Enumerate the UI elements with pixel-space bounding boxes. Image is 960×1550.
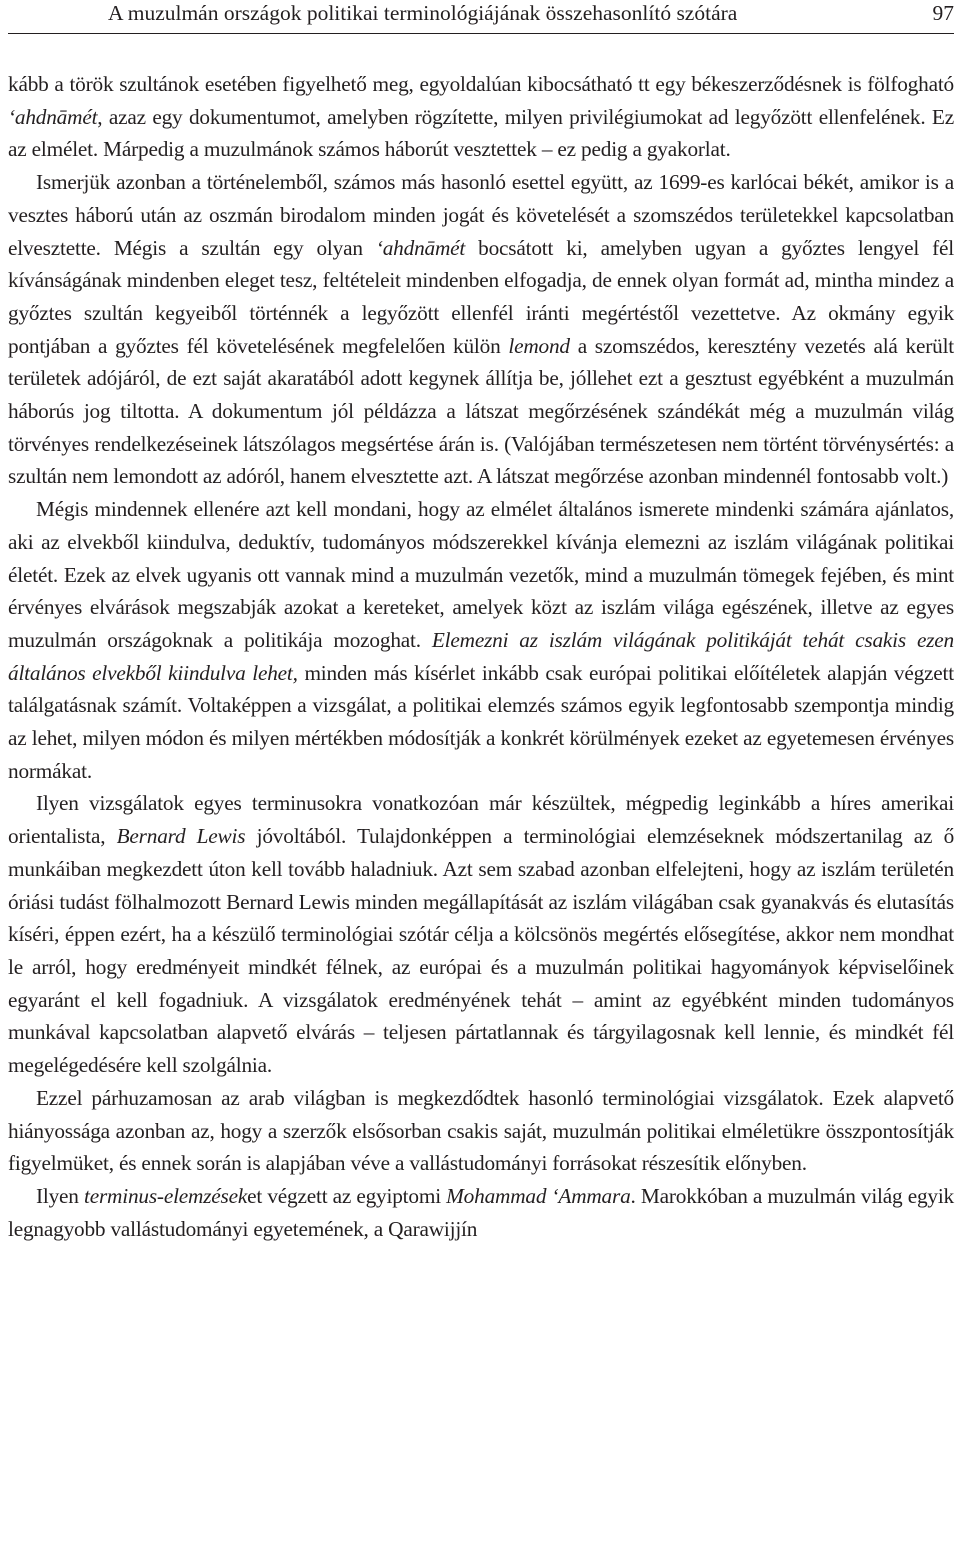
paragraph xyxy=(8,166,954,493)
italic-term: lemond xyxy=(508,333,570,358)
text-run: a szomszédos, keresztény vezetés alá került területek adójáról, de ezt saját akaratából adott kegynek állítja be, jóllehet ezt a gesztust egyébként a muzulmán háborús jog tiltotta. A dokumentum jól példázza a látszat megőrzésének szándékát még a muzulmán világ törvényes rendelkezéseinek látszólagos megsértése árán is. (Valójában természetesen nem történt törvénysértés: a szultán nem lemondott az adóról, hanem elvesztette azt. A látszat megőrzése azonban mindennél fontosabb volt.) xyxy=(8,333,954,489)
text-run: et végzett az egyiptomi xyxy=(247,1183,447,1208)
italic-term: ‘ahdnāmét xyxy=(375,235,466,260)
text-run: Ilyen vizsgálatok egyes terminusokra vonatkozóan már készültek, mégpedig leginkább a híres amerikai orientalista, xyxy=(8,791,954,849)
body-text xyxy=(8,68,954,1245)
text-run: Ezzel párhuzamosan az arab világban is megkezdődtek hasonló terminológiai vizsgálatok. Ezek alapvető hiányossága azonban az, hogy a szerzők elsősorban csakis saját, muzulmán politikai elméletükre összpontosítják figyelmüket, és ennek során is alapjában véve a vallástudományi forrásokat részesítik előnyben. xyxy=(8,1085,954,1176)
text-run: kább a török szultánok esetében figyelhető meg, egyoldalúan kibocsátható tt egy békeszerződésnek is fölfogható xyxy=(8,72,954,96)
paragraph xyxy=(8,1180,954,1245)
italic-name: Mohammad ‘Ammara xyxy=(446,1183,631,1208)
paragraph xyxy=(8,493,954,787)
text-run: . Marokkóban a muzulmán világ egyik legnagyobb vallástudományi egyetemének, a Qarawijjín xyxy=(8,1183,955,1241)
book-page xyxy=(8,0,954,1550)
text-run: Ismerjük azonban a történelemből, számos más hasonló esettel együtt, az 1699-es karlócai békét, amikor is a vesztes háború után az oszmán birodalom minden jogát és követelését a szomszédos területekkel kapcsolatban elvesztette. Mégis a szultán egy olyan xyxy=(8,170,954,260)
text-run: , azaz egy dokumentumot, amelyben rögzítette, milyen privilégiumokat ad legyőzött ellenfelének. Ez az elmélet. Márpedig a muzulmánok számos háborút vesztettek – ez pedig a gyakorlat. xyxy=(8,104,954,162)
paragraph xyxy=(8,1082,954,1180)
paragraph xyxy=(8,68,954,166)
page-number: 97 xyxy=(932,1,954,25)
running-title: A muzulmán országok politikai terminológiájának összehasonlító szótára xyxy=(108,1,738,25)
italic-term: ‘ahdnāmét xyxy=(8,104,98,129)
text-run: minden más kísérlet inkább csak európai politikai előítéletek alapján végzett találgatásnak számít. Voltaképpen a vizsgálat, a politikai elemzés számos egyik legfontosabb szempontja mindig az lehet, milyen módon és milyen mértékben módosítják a konkrét körülmények ezeket az egyetemesen érvényes normákat. xyxy=(8,660,954,783)
text-run: bocsátott ki, amelyben ugyan a győztes lengyel fél kívánságának mindenben eleget tesz, feltételeit mindenben elfogadja, de ennek olyan formát ad, mintha mindez a győztes szultán kegyeiből történnék a legyőzött ellenfél iránti megértéstől vezettetve. Az okmány egyik pontjában a győztes fél követelésének megfelelően külön xyxy=(8,235,954,358)
text-run: Mégis mindennek ellenére azt kell mondani, hogy az elmélet általános ismerete mindenki számára ajánlatos, aki az elvekből kiindulva, deduktív, tudományos módszerekkel kívánja elemezni az iszlám világának politikai életét. Ezek az elvek ugyanis ott vannak mind a muzulmán vezetők, mind a muzulmán tömegek fejében, és mint érvényes elvárások megszabják azokat a kereteket, amelyek közt az iszlám világa egészének, illetve az egyes muzulmán országoknak a politikája mozoghat. xyxy=(8,497,954,652)
italic-name: Bernard Lewis xyxy=(116,824,246,849)
paragraph xyxy=(8,787,954,1081)
italic-emphasis: Elemezni az iszlám világának politikáját tehát csakis ezen általános elvekből kiindulva lehet, xyxy=(8,627,955,685)
text-run: jóvoltából. Tulajdonképpen a terminológiai elemzéseknek módszertanilag az ő munkáiban megkezdett úton kell tovább haladniuk. Azt sem szabad azonban elfelejteni, hogy az iszlám területén óriási tudást fölhalmozott Bernard Lewis minden megállapítását az iszlám világában csak gyanakvás és elutasítás kíséri, éppen ezért, ha a készülő terminológiai szótár célja a kölcsönös megértés elősegítése, akkor nem mondhat le arról, hogy eredményeit mindkét félnek, az európai és a muzulmán politikai hagyományok képviselőinek egyaránt el kell fogadniuk. A vizsgálatok eredményének tehát – amint az egyébként minden tudományos munkával kapcsolatban alapvető elvárás – teljesen pártatlannak és tárgyilagosnak kell lennie, és mindkét fél megelégedésére kell szolgálnia. xyxy=(8,824,955,1078)
italic-term: terminus-elemzések xyxy=(83,1183,248,1208)
running-header xyxy=(8,0,954,34)
text-run: Ilyen xyxy=(36,1183,84,1208)
